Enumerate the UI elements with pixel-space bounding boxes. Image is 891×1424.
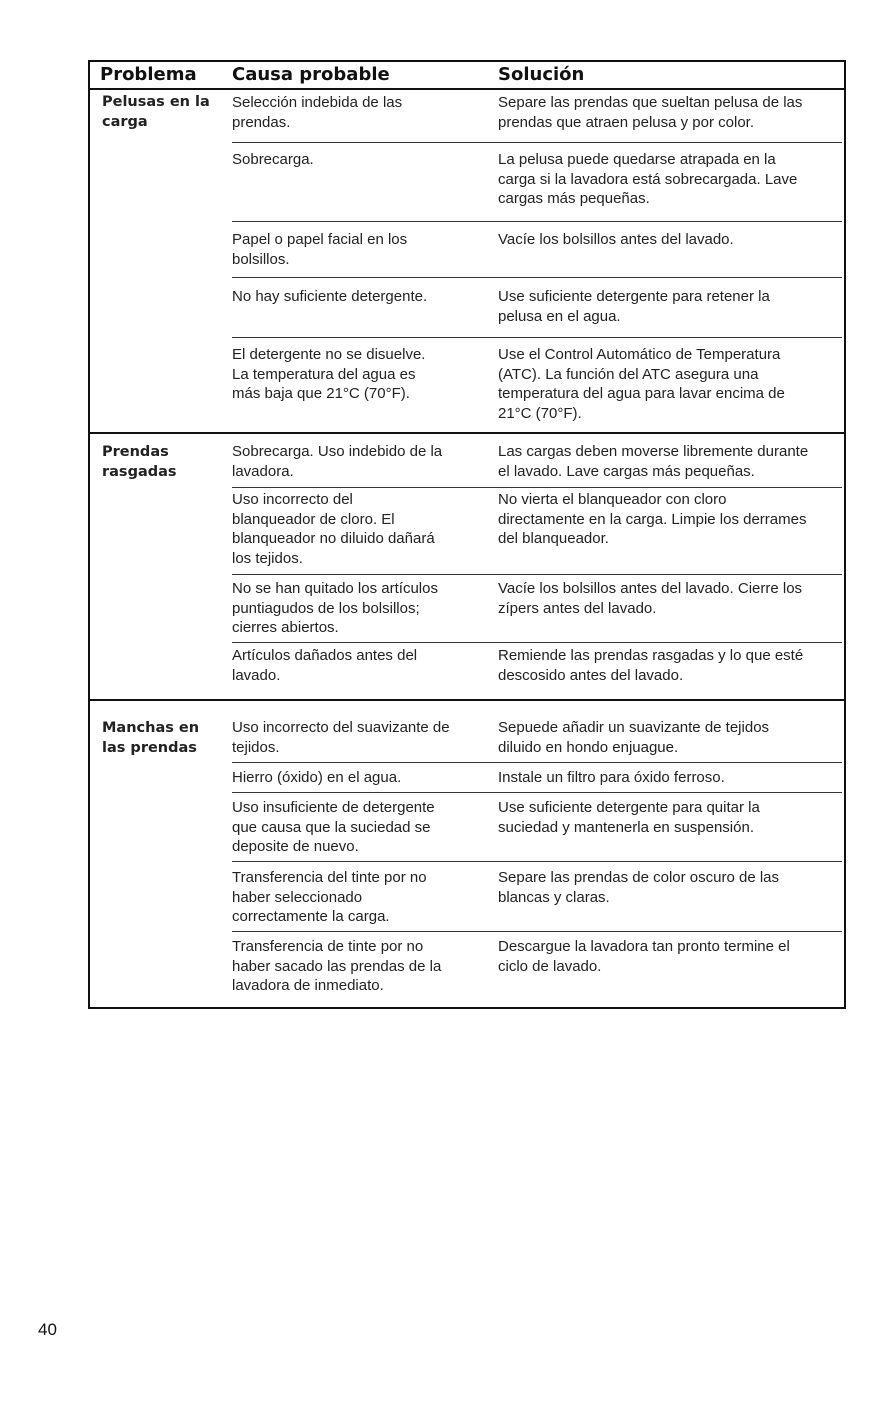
cause-cell: Sobrecarga. [232, 151, 314, 168]
solution-cell: Use el Control Automático de Temperatura (ATC). La función del ATC asegura una temperatura del agua para lavar encima de 21°C (70°F). [498, 346, 785, 422]
header-cause: Causa probable [232, 64, 390, 85]
cause-cell: Papel o papel facial en los bolsillos. [232, 231, 408, 268]
solution-cell: Use suficiente detergente para quitar la suciedad y mantenerla en suspensión. [498, 799, 760, 836]
table-header-row [90, 62, 844, 90]
cause-cell: Hierro (óxido) en el agua. [232, 769, 402, 786]
page-number: 40 [38, 1320, 57, 1339]
row-divider [232, 221, 842, 222]
troubleshooting-table [88, 60, 846, 1009]
row-divider [232, 792, 842, 793]
row-divider [232, 574, 842, 575]
cause-cell: Transferencia de tinte por no haber sacado las prendas de la lavadora de inmediato. [232, 938, 442, 994]
solution-cell: Separe las prendas que sueltan pelusa de las prendas que atraen pelusa y por color. [498, 94, 803, 131]
problem-stains: Manchas en las prendas [102, 720, 200, 756]
cause-cell: Uso insuficiente de detergente que causa que la suciedad se deposite de nuevo. [232, 799, 435, 855]
header-problem: Problema [100, 64, 197, 85]
solution-cell: La pelusa puede quedarse atrapada en la carga si la lavadora está sobrecargada. Lave cargas más pequeñas. [498, 151, 798, 207]
solution-cell: No vierta el blanqueador con cloro directamente en la carga. Limpie los derrames del blanqueador. [498, 491, 807, 547]
solution-cell: Use suficiente detergente para retener la pelusa en el agua. [498, 288, 770, 325]
cause-cell: Artículos dañados antes del lavado. [232, 647, 418, 684]
cause-cell: Sobrecarga. Uso indebido de la lavadora. [232, 443, 443, 480]
section-divider [90, 432, 844, 434]
solution-cell: Descargue la lavadora tan pronto termine el ciclo de lavado. [498, 938, 790, 975]
solution-cell: Las cargas deben moverse libremente durante el lavado. Lave cargas más pequeñas. [498, 443, 809, 480]
row-divider [232, 142, 842, 143]
row-divider [232, 277, 842, 278]
row-divider [232, 642, 842, 643]
section-divider [90, 699, 844, 701]
cause-cell: El detergente no se disuelve. La temperatura del agua es más baja que 21°C (70°F). [232, 346, 426, 402]
problem-lint: Pelusas en la carga [102, 94, 210, 130]
solution-cell: Remiende las prendas rasgadas y lo que esté descosido antes del lavado. [498, 647, 804, 684]
header-solution: Solución [498, 64, 585, 85]
cause-cell: Uso incorrecto del blanqueador de cloro. El blanqueador no diluido dañará los tejidos. [232, 491, 435, 567]
cause-cell: No se han quitado los artículos puntiagudos de los bolsillos; cierres abiertos. [232, 580, 438, 636]
cause-cell: Transferencia del tinte por no haber seleccionado correctamente la carga. [232, 869, 427, 925]
row-divider [232, 487, 842, 488]
problem-torn-garments: Prendas rasgadas [102, 444, 177, 480]
row-divider [232, 861, 842, 862]
solution-cell: Sepuede añadir un suavizante de tejidos diluido en hondo enjuague. [498, 719, 770, 756]
solution-cell: Instale un filtro para óxido ferroso. [498, 769, 725, 786]
row-divider [232, 762, 842, 763]
cause-cell: Selección indebida de las prendas. [232, 94, 403, 131]
solution-cell: Separe las prendas de color oscuro de las blancas y claras. [498, 869, 780, 906]
cause-cell: Uso incorrecto del suavizante de tejidos. [232, 719, 450, 756]
solution-cell: Vacíe los bolsillos antes del lavado. [498, 231, 734, 248]
row-divider [232, 337, 842, 338]
row-divider [232, 931, 842, 932]
solution-cell: Vacíe los bolsillos antes del lavado. Cierre los zípers antes del lavado. [498, 580, 803, 617]
cause-cell: No hay suficiente detergente. [232, 288, 428, 305]
